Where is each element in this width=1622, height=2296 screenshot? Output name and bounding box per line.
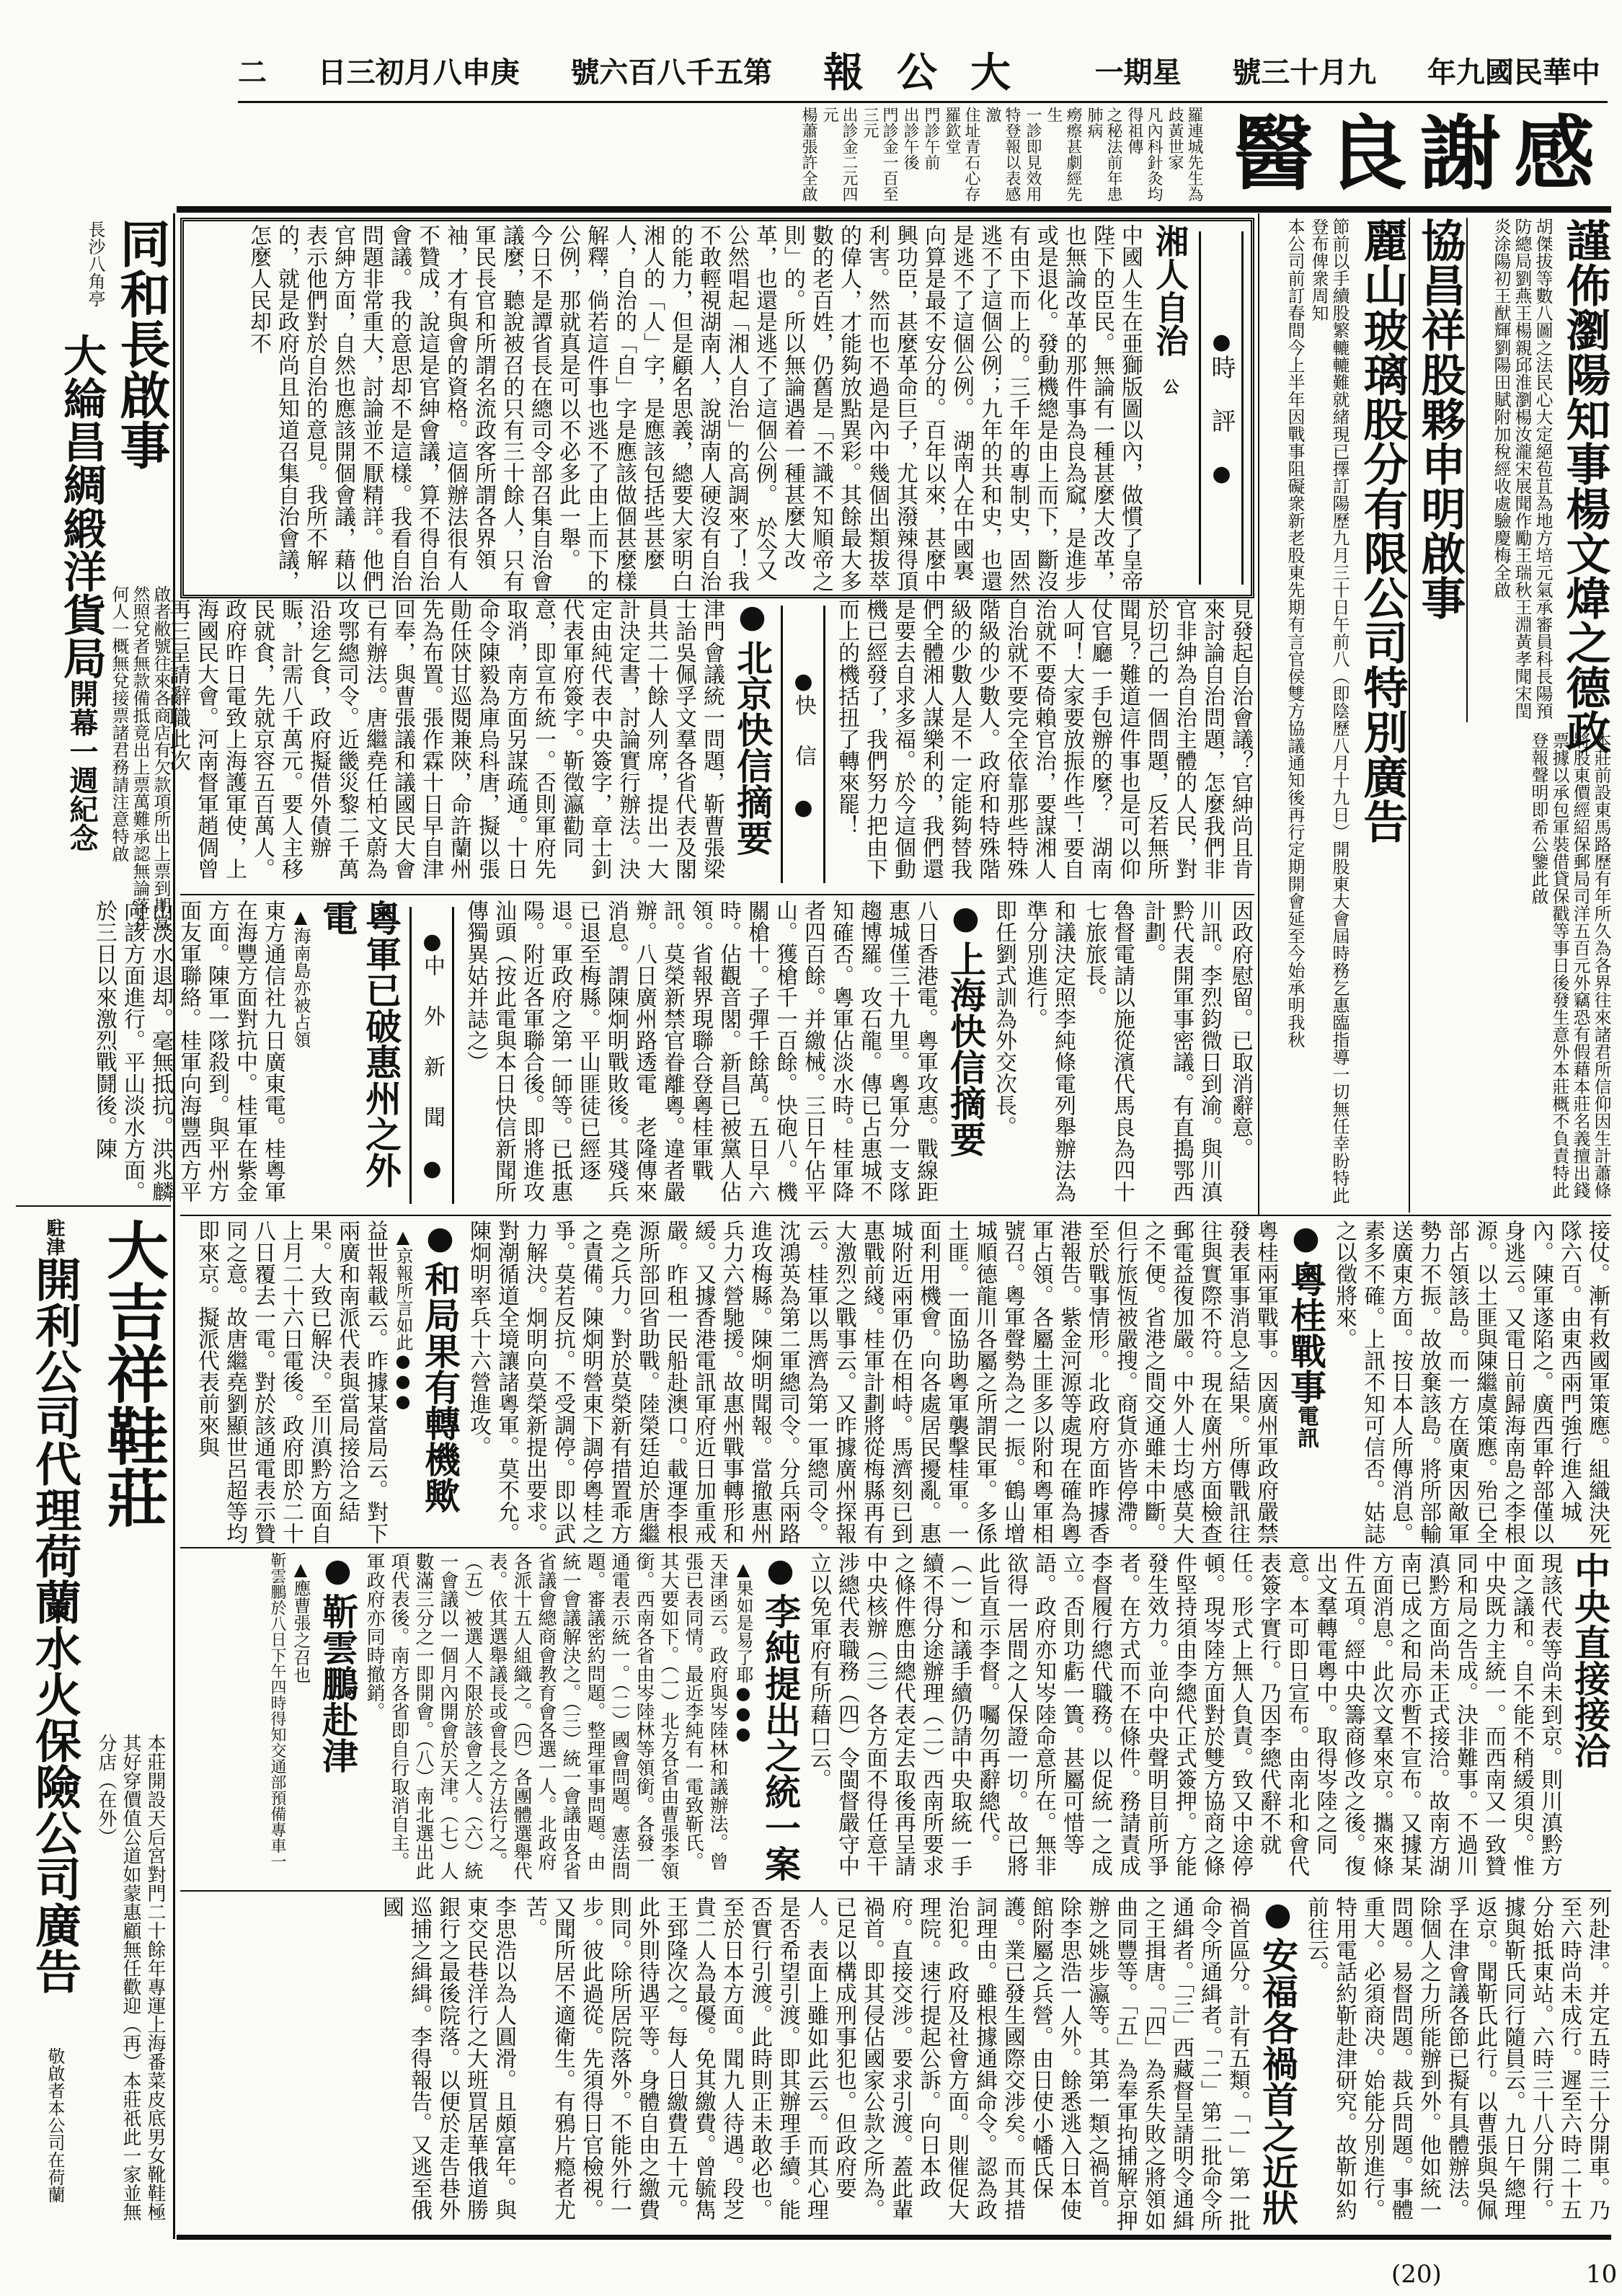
central-news-title: 中央直接接洽	[1569, 1552, 1611, 1768]
tier-rule	[180, 894, 1254, 895]
brief-news: 即任劉式訓為外交次長。	[991, 900, 1016, 1138]
ad-column: 住址青石心存羅欽堂	[943, 107, 980, 202]
anfu-news-text: 禍首區分。計有五類。「一」第一批命令所通緝者。「二」第二批命令所通緝者。「三」西藏督呈請明令通緝之王揖唐。「四」為系失敗之將領如曲同豐等。「五」為奉軍拘捕解京押辦之姚步瀛等。其第一類之禍首。除李思浩一人外。餘悉逃入日本使館附屬之兵營。由日使小幡氏保護。業已發生國際交涉矣。而其措詞理由。雖根據通緝命令。認為政治犯。政府及社會方面。則催促大理院。速行提起公訴。向日本政府。直接交涉。要求引渡。蓋此輩禍首。即其侵佔國家公款之所為。已足以構成刑事犯也。但政府要人。表面上雖如此云云。而其心理是否希望引渡。即其辦理手續。能否實行引渡。此時則正未敢必也。至於日本方面。聞九人待遇。段芝貴二人為最優。免其繳費。曾毓雋王郅隆次之。每人日繳費五十元。此外則待遇平等。身體自由之繳費則同。除所居院落外。不能外行一步。彼此過從。先須得日官檢視。又聞所居不適衛生。有鴉片瘾者尤苦。	[522, 1896, 1250, 2231]
ad-column: 門診午前	[922, 107, 940, 170]
thick-rule	[177, 206, 1611, 213]
kaili-ad-title	[16, 1218, 84, 2033]
ad-column: 一診即見效用	[1024, 107, 1042, 202]
tier-rule	[180, 1547, 1611, 1548]
jin-news-text: 靳雲鵬於八日下午四時得知交通部預備專車一	[268, 1552, 286, 1869]
peace-news-text: 益世報載云。昨據某當局云。對下兩廣和南派代表與當局接洽之結果。大致已解決。至川滇黔方面自上月二十六日電後。政府即於二十八日覆去一電。對於該通電表示贊同之意。故唐繼堯劉顯世呂超等均即來京。擬派代表前來與	[194, 1220, 388, 1544]
page-section: 二	[238, 55, 267, 89]
lishan-ad-text: 本公司前訂春間今上半年因戰事阻礙衆新老股東先期有言官侯雙方協議通知後再行定期開會延至今始承明我秋	[1285, 218, 1305, 1048]
yuegui-title-text: 粵桂戰事	[1285, 1261, 1327, 1405]
kaili-ad-prefix: 駐津	[43, 1218, 65, 1256]
right-ads-border	[1258, 213, 1259, 1215]
beijing-news-text: 津門會議統一問題，靳曹張梁士詒吳佩孚文羣各省代表及閣員共二十餘人列席，提出一大計決定書，討論實行辦法。決定由純代表中央簽字，章士釗代表軍府簽字。靳徵瀛勸同意，即宣布統一。否則軍府先取消，南方面另謀疏通。十日命令陳毅為庫烏科唐，擬以張勛任陝甘巡閱兼陝，命許蘭州先為布置。張作霖十日早自津回奉，與曹張議和議國民大會已有辦法。唐繼堯任柏文蔚為攻鄂總司令。近畿災黎二千萬沿途乞食，政府擬借外債辦賑，計需八千萬元。要人主移民就食，先就京容五百萬人。政府昨日電致上海護軍使，上海國民大會。河南督軍趙倜曾再三呈請辭職此次	[165, 598, 724, 879]
kuaixin-label: ● 快信 ●	[781, 606, 825, 883]
dalun-ad-subtitle: 開幕一週紀念	[65, 679, 99, 852]
huizhou-news-continuation: 接仗。漸有救國軍策應。組織決死隊六百。由東西兩門強行進入城內。陳軍遂陷之。廣西軍幹部僅以身逃云。又電日前歸海南島之李根源。以土匪與陳繼虞策應。殆已全部占領該島。而一方在廣東因敵軍勢力不振。故放棄該島。將所部輸送廣東方面。按日本人所傳消息。素多不確。上訊不知可信否。姑誌之以徵將來。	[1331, 1220, 1610, 1544]
lishan-ad-title: 麗山玻璃股分有限公司特別廣告	[1352, 218, 1410, 1213]
xiechang-ad-title: 協昌祥股夥申明啟事	[1410, 218, 1468, 722]
jin-news-title: ● 靳雲鵬赴津	[316, 1552, 359, 1887]
central-news-text: 現該代表等尚未到京。則川滇黔方面之議和。自不能不稍緩須臾。惟中央既力主統一。而西南又一致贊同和局之告成。決非難事。不過川滇黔方面尚未正式接洽。故南方湖南已成之和局亦暫不宣布。又據某方面消息。此次文羣來京。攜來條件五項。經中央籌商修改之後。復出文羣轉電粵中。取得岑陸之同意。本可即日宣布。由南北和會代表簽字實行。乃因李總代辭不就任。形式上無人負責。致又中途停頓。現岑陸方面對於雙方協商之條件堅持須由李總代正式簽押。方能發生效力。並向中央聲明目前所爭者。在方式而不在條件。務請責成李督履行總代職務。以促統一之成立。否則功虧一簣。甚屬可惜等語。政府亦知岑陸命意所在。無非欲得一居間之人保證一切。故已將此旨直示李督。囑勿再辭總代。（一）和議手續仍請中央取統一手續不得分途辦理（二）西南所要求之條件應由總代表定去取後再呈請中央核辦（三）各方面不得任意干涉總代表職務（四）令閩督嚴守中立以免軍府有所藉口云。	[806, 1552, 1562, 1876]
editorial-section-label: ● 時評 ●	[1199, 231, 1244, 585]
left-strip-border	[173, 213, 175, 2239]
bottom-rule	[177, 2235, 1611, 2240]
jin-news-continuation: 列赴津。并定五時三十分開車。乃至六時尚未成行。遲至六時二十五分始抵東站。六時三十八分開行。據與靳氏同行隨員云。九日午總理返京。聞靳氏此行。以曹張與吳佩孚在津會議各節已擬有具體辦法。除個人之力所能辦到外。他如統一問題。易督問題。裁兵問題。事體重大。必須商决。始能分別進行。特用電話約靳赴津研究。故靳如約前往云。	[1303, 1896, 1610, 2220]
peace-news-title: ● 和局果有轉機歟	[418, 1220, 461, 1544]
lichun-news-text: 天津函云。政府與岑陸林和議辦法。曾張已表同情。最近李純有一電致靳氏。其大要如下。（一）北方各省由曹張李領銜。西南各省由岑陸林等領銜。各發一通電表示統一。（二）國會問題。憲法問題。審議密約問題。整理軍事問題。由統一會議解決之。（三）統一會議由各省省議會總商會教育會各選一人。北政府各派十五人組織之。（四）各團體選舉代表。依其選舉議長或會長之方法行之。（五）被選人不限於該會之人。（六）統一會議以一個月內開會於天津。（七）人數滿三分之一即開會。（八）南北選出此項代表後。南方各省即自行取消自主。軍政府亦同時撤銷。	[363, 1552, 728, 1880]
editorial-title	[1148, 224, 1192, 592]
date-month-day: 九月十三號	[1232, 55, 1377, 89]
xiechang-ad-text: 本莊前設東馬路歷有年所久為各界往來諸君所信仰因生計蕭條將股東價經紹保郵局司洋五百元外竊恐有假藉本莊名義擅出錢票據以承包軍裝借貸保戳等事日後發生意外本莊概不負責特此登報聲明即希公鑒此啟	[1528, 732, 1611, 1199]
daji-ad-text: 本莊開設天后宮對門二十餘年專運上海番菜皮底男女靴鞋極其好穿價值公道如蒙惠顧無任歡迎（再）本莊祇此一家並無分店（在外）	[95, 1734, 166, 2221]
sheet-number: 10	[1586, 2260, 1618, 2289]
dalun-ad-location: 長沙八角亭	[85, 221, 105, 307]
ad-column: 楊蕭張許全啟	[799, 107, 817, 202]
anfu-news-title: ● 安福各禍首之近狀	[1256, 1896, 1299, 2231]
ad-column: 特登報以表感激	[983, 107, 1021, 202]
ad-column: 癆瘵甚劇經先生	[1045, 107, 1082, 202]
masthead-rule	[238, 101, 1608, 103]
ad-column: 凡內科針灸均得祖傳	[1125, 107, 1163, 202]
tier-yuegui	[180, 1220, 1611, 1544]
brief-news: 和議決定照李純條電列舉辦法為準分別進行。	[1022, 900, 1076, 1202]
kaili-ad-note: 敬啟者本公司在荷蘭	[45, 2047, 65, 2203]
beijing-news-title: ● 北京快信摘要	[730, 598, 774, 890]
tonghe-ad-title: 同和長啟事	[112, 218, 172, 470]
dalun-ad-title: 大綸昌綢緞洋貨局	[56, 333, 107, 679]
shanghai-news-title: ● 上海快信摘要	[944, 900, 987, 1211]
lishan-ad-note: 節前以手續股繁轆轆難就緒現已擇訂陽歷九月三十日午前八（即陰歷八月十九日）開股東大會屆時務乞惠臨指導一切無任幸盼特此登布俾衆周知	[1308, 218, 1350, 1204]
editorial-continuation: 見發起自治會議？官紳尚且肯來討論自治問題，怎麼我們非官非紳為自治主體的人民，對於切己的一個問題，反若無所聞見？難道這件事也是可以仰仗官廳一手包辦的麼？ 湖南人呵！大家要放振作些！要自治就不要倚賴官治，要謀湘人自治就不要完全依靠那些特殊階級的少數人。政府和特殊階級的少數人是不一定能夠替我們全體湘人謀樂利的，我們還是要去自求多福。於今這個動機已經發了，我們努力把由下而上的機括扭了轉來罷！	[834, 598, 1253, 879]
huizhou-news-title: 粵軍已破惠州之外電	[316, 900, 402, 1188]
ad-column: 門診金一百至三元	[861, 107, 898, 202]
yuegui-news-title	[1284, 1220, 1327, 1544]
editorial-body: 中國人生在亜獅版圖以內，做慣了皇帝陛下的臣民。無論有一種甚麼大改革，也無論改革的那件事為良為窳，是進步或是退化。發動機總是由上而下，斷沒有由下而上的。三千年的專制史，固然逃不了這個公例；九年的共和史，也還是逃不了這個公例。 湖南人在中國裏向算是最不安分的。百年以來，甚麼中興功臣，甚麼革命巨子，尤其潑辣得頂利害。然而也不過是內中幾個出類拔萃的偉人，才能夠放點異彩。其餘最大多數的老百姓，仍舊是「不識不知順帝之則」的。所以無論遇着一種甚麼大改革，也還是逃不了這個公例。 於今又公然唱起「湘人自治」的高調來了！我不敢輕視湖南人，說湖南人硬沒有自治的能力，但是顧名思義，總要大家明白湘人的「人」字，是應該包括些甚麼人，自治的「自」字是應該做個甚麼樣解釋，倘若這件事也逃不了由上而下的公例，那就真是可以不必多此一舉。 今日不是譚省長在總司令部召集自治會議麼，聽說被召的只有三十餘人，只有軍民長官和所謂名流政客所謂各界領袖，才有與會的資格。這個辦法很有人不贊成，說這是官紳會議，算不得自治會議。我的意思却不是這樣。我看自治問題非常重大，討論並不厭精詳。他們官紳方面，自然也應該開個會議，藉以表示他們對於自治的意見。我所不解的，就是政府尚且知道召集自治會議，怎麼人民却不	[246, 224, 1143, 592]
ad-column: 出診金二元四元	[820, 107, 858, 202]
editorial-box	[180, 218, 1254, 598]
ad-column: 出診午後	[901, 107, 919, 170]
brief-news: 因政府慰留。已取消辭意。	[1228, 900, 1253, 1159]
peace-news-subtitle: ▲京報所言如此●●●	[393, 1227, 413, 1411]
tier-shanghai	[92, 900, 1254, 1211]
masthead	[238, 45, 1600, 95]
huizhou-news-text: 東方通信社九日廣東電。桂粵軍在海豐方面對抗中。桂軍在紫金方面。陳軍一隊殺到。與平州方面友軍聯絡。桂軍向海豐西方平山淡水退却。毫無抵抗。洪兆麟向該方面進行。平山淡水方面。於三日以來激烈戰鬪後。陳	[92, 900, 285, 1202]
tier-rule	[180, 1215, 1611, 1216]
kaili-ad-title-text: 開利公司代理荷蘭水火保險公司廣告	[27, 1256, 81, 1994]
doctor-ad	[238, 105, 1608, 203]
ad-column: 羅連城先生為歧黃世家	[1166, 107, 1203, 202]
yuegui-news-subtitle: 電訊	[1293, 1405, 1319, 1448]
tonghe-ad-text: 啟者敝號往來各商店有欠款項所出上票到期當然照兌者無款備抵竟出上票萬難承認無論落在何人一概無兌接票諸君務請注意特啟	[109, 585, 171, 931]
lisihao-news-text: 李思浩以為人圓滑。且頗富年。與東交民巷洋行之大班買居華俄道勝銀行之最後院落。以便於走告巷外巡捕之緝緝。李得報告。又逃至俄國	[378, 1896, 516, 2220]
editorial-title-text: 湘人自治	[1151, 224, 1189, 357]
liuyang-ad-title: 謹佈瀏陽知事楊文煒之德政	[1559, 218, 1611, 754]
brief-news: 魯督電請以施從濱代馬良為四十七旅旅長。	[1081, 900, 1135, 1202]
doctor-ad-text	[238, 107, 1204, 202]
date-republic-year: 中華民國九年	[1427, 55, 1600, 89]
tier-lichun	[180, 1552, 1611, 1887]
liuyang-ad-text: 胡傑拔等數八圖之法民心大定絕苞苴為地方培元氣承審員科長陽預防總局劉燕王楊親邱淮瀏楊汝瀧宋展聞作勵王瑞秋王淵黃孝聞宋閏炎涂陽初王猷輝劉陽田賦附加稅經收處驗慶梅全啟	[1491, 218, 1553, 719]
foreign-news-label: ● 中外新聞 ●	[409, 907, 454, 1204]
issue-number: 第五千八百六號	[570, 55, 773, 89]
huizhou-news-subtitle: ▲海南島亦被占領	[291, 907, 311, 1048]
shanghai-news-text: 八日香港電。粵軍攻惠。戰線距惠城僅三十九里。粵軍分一支隊趨博羅。攻石龍。傳已占惠城不知確否。粵軍佔淡水時。桂軍降者四百餘。并繳械。三日午佔平山。獲槍千一百餘。快砲八。機關槍十。子彈千餘萬。五日早六時。佔觀音閣。新昌已被黨人佔領。省報界現聯合登粵桂軍戰訊。莫榮新禁官眷離粵。違者嚴辦。八日廣州路透電 老隆傳來消息。謂陳炯明戰敗後。其殘兵已退至梅縣。平山匪徒已經逐退。軍政府之第一師等。已抵惠陽。附近各軍聯合後。即將進攻汕頭（按此電與本日快信新聞所傳獨異姑并誌之）	[463, 900, 938, 1202]
tier-anfu	[180, 1896, 1611, 2231]
doctor-ad-title: 感謝良醫	[1233, 107, 1608, 201]
daji-ad	[87, 1218, 172, 2235]
tier-rule	[180, 1890, 1611, 1892]
lichun-news-title: ● 李純提出之統一案	[758, 1552, 802, 1887]
lichun-news-subtitle: ▲果如是易了耶●●●	[733, 1559, 753, 1744]
page-number: (20)	[1391, 2260, 1442, 2289]
tier-beijing	[165, 598, 1254, 890]
ad-column: 之秘法前年患肺病	[1085, 107, 1122, 202]
daji-ad-title: 大吉祥鞋莊	[96, 1218, 169, 1528]
lunar-date: 庚申八月初三日	[317, 55, 520, 89]
brief-news: 川訊。李烈鈞微日到渝。與川滇黔代表開軍事密議。有直搗鄂西計劃。	[1140, 900, 1222, 1202]
yuegui-news-text: 粵桂兩軍戰事。因廣州軍政府嚴禁發表軍事消息之結果。所傳戰訊往往與實際不符。現在廣州方面檢查郵電益復加嚴。中外人士均感莫大之不便。省港之間交通雖未中斷。但行旅恆被嚴搜。商貨亦皆停滯。至於戰事情形。北政府方面昨據香港報告。紫金河源等處現在確為粵軍占領。各屬土匪多以附和粵軍相號召。粵軍聲勢為之一振。鶴山增城順德龍川各屬之所謂民軍。多係土匪。一面協助粵軍襲擊桂軍。一面利用機會。向各處居民擾亂。惠城附近兩軍仍在相峙。馬濟刻已到惠戰前綫。桂軍計劃將從梅縣再有大激烈之戰事云。又昨據廣州探報云。桂軍以馬濟為第一軍總司令。沈鴻英為第二軍總司令。分兵兩路進攻梅縣。陳炯明聞報。當撤惠州兵力六營馳援。故惠州戰事轉形和緩。又據香港電訊軍府近日加重戒嚴。昨租一民船赴澳口。載運李根源所部回省助戰。陸榮廷迫於唐繼堯之兵力。對於莫榮新有措置乖方之責備。陳炯明營東下調停粵桂之爭。莫若反抗。不受調停。即以武力解決。炯明向莫榮新提出要求。對潮循道全境讓諸粵軍。莫不允。陳炯明率兵十六營進攻。	[466, 1220, 1278, 1544]
paper-name: 大公報	[823, 49, 1044, 97]
editorial-byline: 公	[1161, 378, 1179, 394]
jin-news-subtitle: ▲應曹張之召也	[291, 1559, 311, 1683]
weekday: 星期一	[1094, 55, 1182, 89]
